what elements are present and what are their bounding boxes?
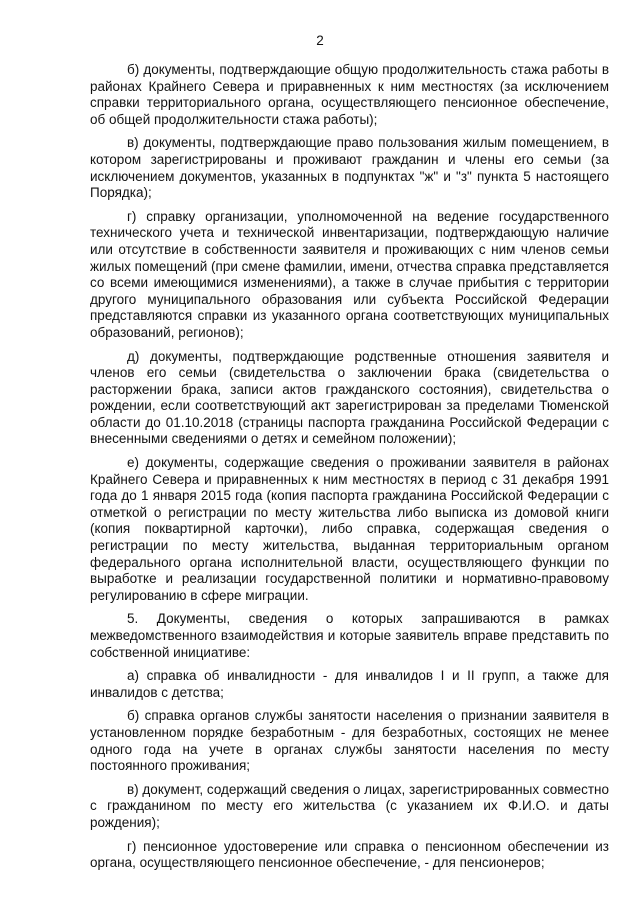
paragraph-item-e-residence-proof: е) документы, содержащие сведения о проживании заявителя в районах Крайнего Севера и приравненных к ним местностях в период с 31 декабря 1991 года до 1 января 2015 года (копия паспорта гражданина Российской Федерации с отметкой о регистрации по месту жительства либо выписка из домовой книги (копия поквартирной карточки), либо справка, содержащая сведения о регистрации по месту жительства, выданная территориальным органом федерального органа исполнительной власти, осуществляющего функции по выработке и реализации государственной политики и нормативно-правовому регулированию в сфере миграции. — [90, 455, 609, 603]
paragraph-item-b-unemployment: б) справка органов службы занятости населения о признании заявителя в установленном порядке безработным - для безработных, состоящих не менее одного года на учете в органах службы занятости населения по месту постоянного проживания; — [90, 708, 609, 774]
page-number: 2 — [316, 33, 324, 48]
paragraph-item-v-registered-persons: в) документ, содержащий сведения о лицах, зарегистрированных совместно с гражданином по месту его жительства (с указанием их Ф.И.О. и даты рождения); — [90, 781, 609, 830]
paragraph-item-a-disability: а) справка об инвалидности - для инвалидов I и II групп, а также для инвалидов с детства; — [90, 668, 609, 700]
document-body — [90, 62, 609, 879]
paragraph-item-g-property-certificate: г) справку организации, уполномоченной на ведение государственного технического учета и технической инвентаризации, подтверждающую наличие или отсутствие в собственности заявителя и проживающих с ним членов семьи жилых помещений (при смене фамилии, имени, отчества справка представляется со всеми имеющимися изменениями), а также в случае прибытия с территории другого муниципального образования или субъекта Российской Федерации представляются справки из указанного органа соответствующих муниципальных образований, регионов); — [90, 208, 609, 340]
paragraph-item-v-housing-rights: в) документы, подтверждающие право пользования жилым помещением, в котором зарегистрированы и проживают гражданин и члены его семьи (за исключением документов, указанных в подпунктах "ж" и "з" пункта 5 настоящего Порядка); — [90, 135, 609, 201]
paragraph-section-5-heading: 5. Документы, сведения о которых запрашиваются в рамках межведомственного взаимодействия и которые заявитель вправе представить по собственной инициативе: — [90, 611, 609, 660]
paragraph-item-g-pension: г) пенсионное удостоверение или справка о пенсионном обеспечении из органа, осуществляющего пенсионное обеспечение, - для пенсионеров; — [90, 838, 609, 871]
paragraph-item-d-family-relations: д) документы, подтверждающие родственные отношения заявителя и членов его семьи (свидетельства о заключении брака (свидетельства о расторжении брака, записи актов гражданского состояния), свидетельства о рождении, если соответствующий акт зарегистрирован за пределами Тюменской области до 01.10.2018 (страницы паспорта гражданина Российской Федерации с внесенными сведениями о детях и семейном положении); — [90, 348, 609, 447]
paragraph-item-b-work-experience: б) документы, подтверждающие общую продолжительность стажа работы в районах Крайнего Севера и приравненных к ним местностях (за исключением справки территориального органа, осуществляющего пенсионное обеспечение, об общей продолжительности стажа работы); — [90, 62, 609, 127]
